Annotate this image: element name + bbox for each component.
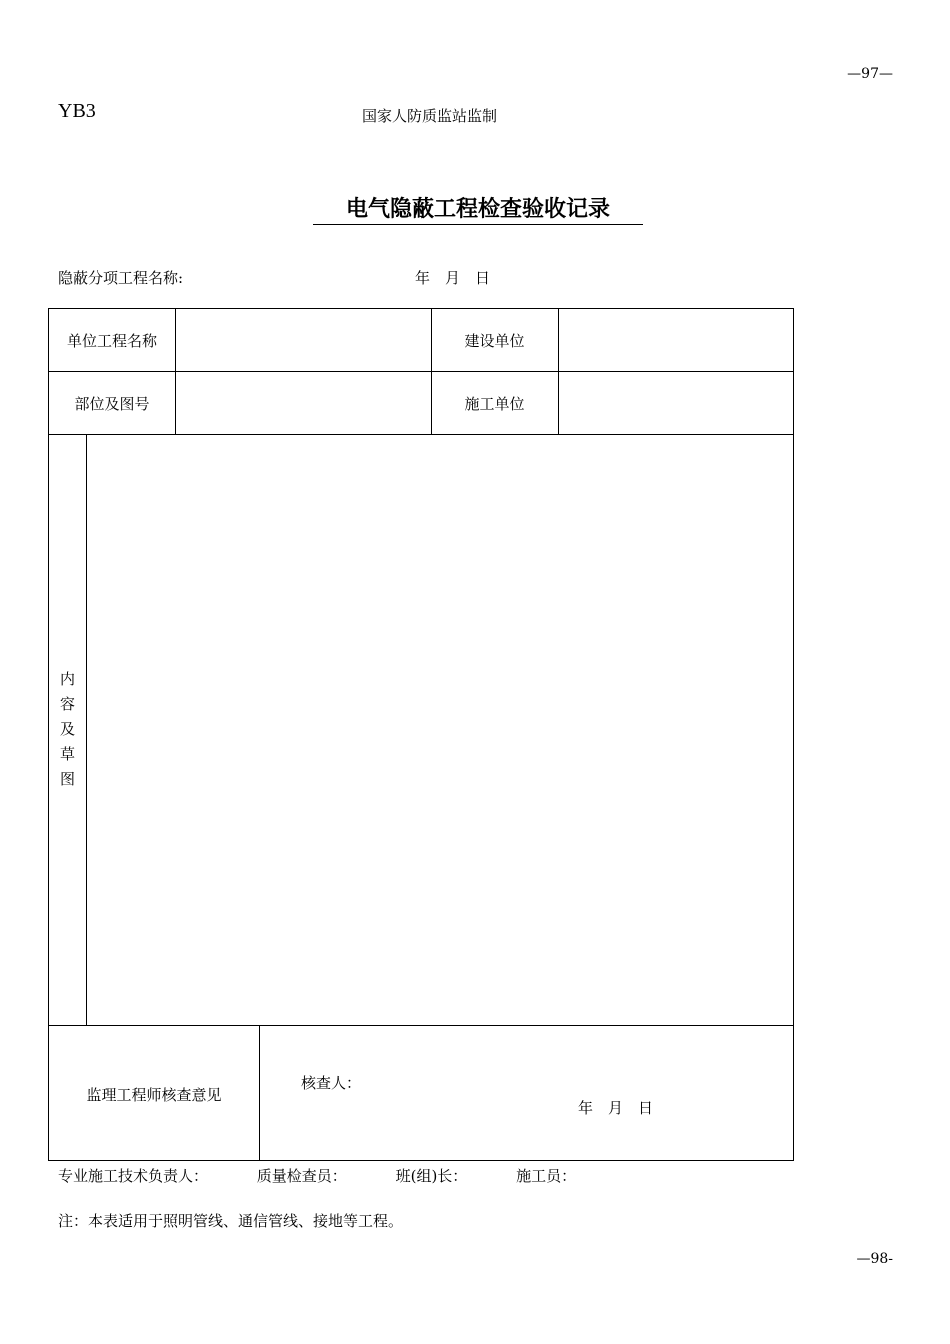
page-number-top: —97— xyxy=(847,66,893,82)
checker-label: 核查人： xyxy=(301,1074,362,1092)
note: 注：本表适用于照明管线、通信管线、接地等工程。 xyxy=(58,1212,404,1230)
construction-owner-label: 建设单位 xyxy=(464,332,525,350)
construction-owner-field[interactable] xyxy=(558,309,794,371)
supervisor-divider xyxy=(259,1025,260,1161)
subproject-name-label: 隐蔽分项工程名称: xyxy=(58,269,184,287)
contractor-label: 施工单位 xyxy=(464,395,525,413)
team-leader-label: 班(组)长： xyxy=(395,1167,468,1185)
signature-footer xyxy=(58,1165,620,1186)
issuer: 国家人防质监站监制 xyxy=(362,107,498,125)
unit-project-field[interactable] xyxy=(175,309,431,371)
page-title: 电气隐蔽工程检查验收记录 xyxy=(313,192,643,225)
sign-date: 年 月 日 xyxy=(578,1099,654,1117)
content-label-char: 草 xyxy=(59,745,75,763)
content-label-char: 及 xyxy=(59,720,75,738)
row-divider-3 xyxy=(49,1025,794,1026)
location-field[interactable] xyxy=(175,372,431,434)
qc-inspector-label: 质量检查员： xyxy=(256,1167,347,1185)
content-label-char: 内 xyxy=(59,670,75,688)
contractor-field[interactable] xyxy=(558,372,794,434)
content-label-char: 容 xyxy=(59,695,75,713)
record-date: 年 月 日 xyxy=(415,269,491,287)
content-label-char: 图 xyxy=(59,770,75,788)
col-divider-2 xyxy=(431,309,432,434)
supervisor-opinion-label: 监理工程师核查意见 xyxy=(86,1086,222,1104)
content-label xyxy=(49,667,86,792)
page-number-bottom: —98- xyxy=(856,1251,893,1267)
content-sketch-area[interactable] xyxy=(87,435,794,1025)
record-table xyxy=(48,308,794,1161)
unit-project-label: 单位工程名称 xyxy=(66,332,157,350)
form-code: YB3 xyxy=(58,100,96,122)
worker-label: 施工员： xyxy=(516,1167,577,1185)
tech-lead-label: 专业施工技术负责人： xyxy=(58,1167,209,1185)
location-label: 部位及图号 xyxy=(74,395,150,413)
